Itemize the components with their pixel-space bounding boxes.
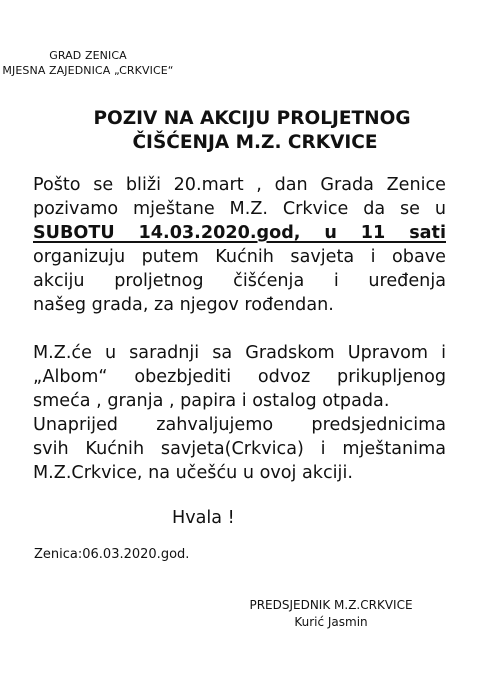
paragraph-line: svih Kućnih savjeta(Crkvica) i mještanima xyxy=(33,439,446,459)
letterhead-community: MJESNA ZAJEDNICA „CRKVICE“ xyxy=(2,64,174,77)
paragraph-line: „Albom“ obezbjediti odvoz prikupljenog xyxy=(33,367,446,387)
document-date: Zenica:06.03.2020.god. xyxy=(34,547,190,562)
letterhead xyxy=(0,48,176,78)
signature-name: Kurić Jasmin xyxy=(294,615,368,629)
paragraph-line: akciju proljetnog čišćenja i uređenja xyxy=(33,271,446,291)
event-date-highlight: SUBOTU 14.03.2020.god, u 11 sati xyxy=(33,223,446,243)
details-paragraph xyxy=(33,341,446,485)
paragraph-line: M.Z.Crkvice, na učešću u ovoj akciji. xyxy=(33,463,353,483)
paragraph-line: M.Z.će u saradnji sa Gradskom Upravom i xyxy=(33,343,446,363)
letterhead-city: GRAD ZENICA xyxy=(49,49,127,62)
paragraph-line: našeg grada, za njegov rođendan. xyxy=(33,295,334,315)
invitation-paragraph xyxy=(33,173,446,317)
title-line-2: ČIŠĆENJA M.Z. CRKVICE xyxy=(132,132,378,153)
document-title xyxy=(0,107,480,155)
paragraph-line: smeća , granja , papira i ostalog otpada. xyxy=(33,391,390,411)
paragraph-line: pozivamo mještane M.Z. Crkvice da se u xyxy=(33,199,446,219)
paragraph-line: Unaprijed zahvaljujemo predsjednicima xyxy=(33,415,446,435)
signature-role: PREDSJEDNIK M.Z.CRKVICE xyxy=(249,598,413,612)
title-line-1: POZIV NA AKCIJU PROLJETNOG xyxy=(93,108,411,129)
signature-block xyxy=(236,597,426,631)
paragraph-line: Pošto se bliži 20.mart , dan Grada Zenice xyxy=(33,175,446,195)
paragraph-line: organizuju putem Kućnih savjeta i obave xyxy=(33,247,446,267)
closing-thanks: Hvala ! xyxy=(172,508,235,528)
